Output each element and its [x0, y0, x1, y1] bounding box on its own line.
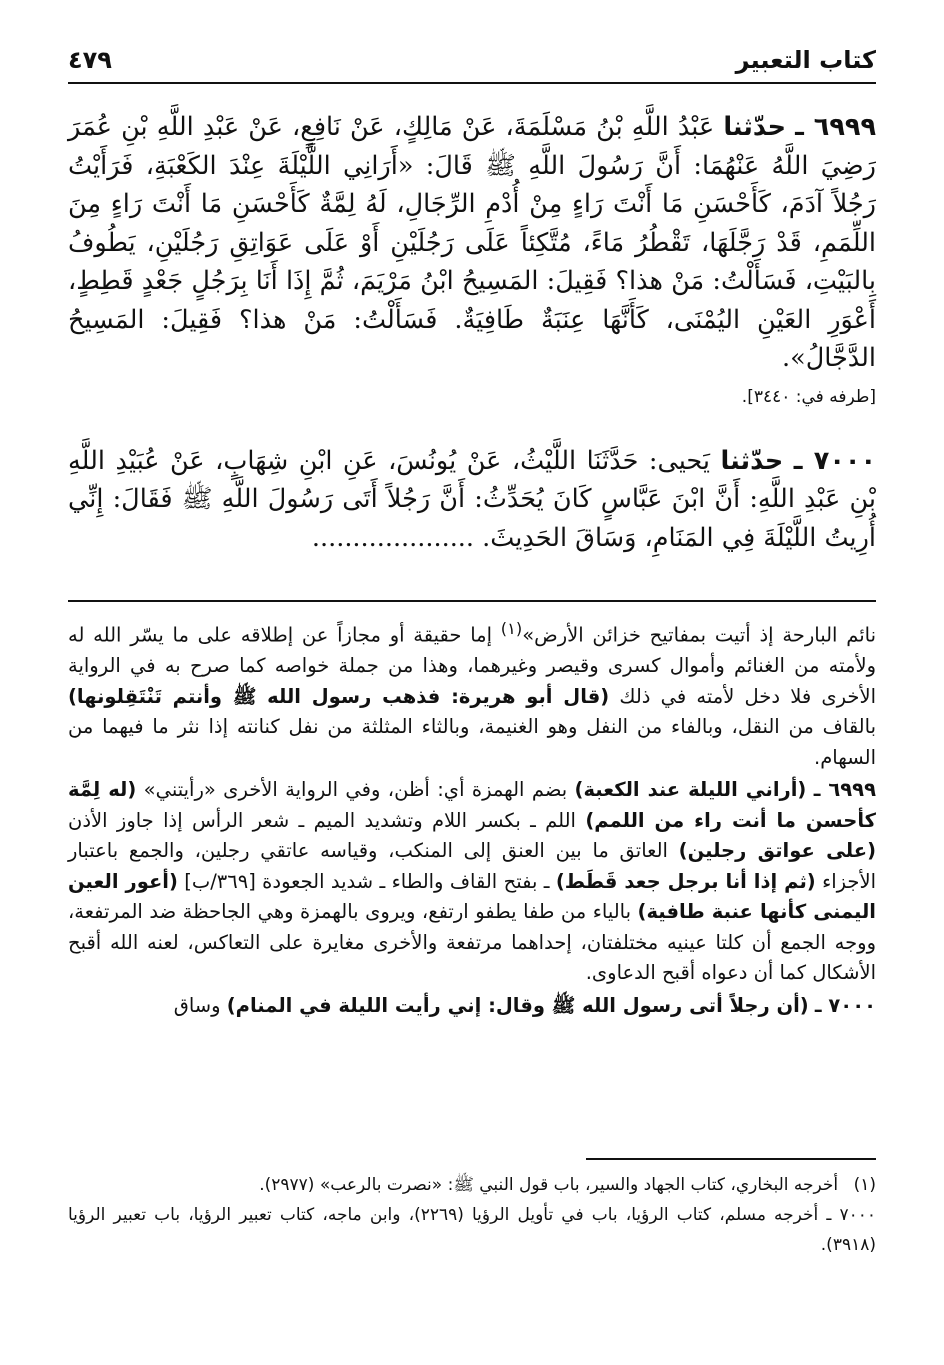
commentary-block: [68, 614, 876, 1023]
book-title: كتاب التعبير: [735, 46, 876, 74]
footnote-2: [68, 1200, 876, 1260]
commentary-hadith-number: ٦٩٩٩ ـ: [813, 778, 876, 801]
commentary-text: ـ بفتح القاف والطاء ـ شديد الجعودة [٣٦٩/ب]: [177, 869, 556, 893]
commentary-text: إما حقيقة أو مجازاً عن إطلاقه على ما يسّر الله له ولأمته من الغنائم وأموال كسرى وقيصر وغيرهما، وهذا من جملة خواصه كما صرح به في الرواية الأخرى فلا دخل لأمته في ذلك: [68, 623, 876, 708]
footnote-divider: [586, 1158, 876, 1160]
commentary-quote: (له لِمَّة كأحسن ما أنت راء من اللمم): [68, 778, 876, 832]
commentary-paragraph: [68, 775, 876, 989]
commentary-text: نائم البارحة إذ أتيت بمفاتيح خزائن الأرض»: [522, 623, 876, 647]
commentary-text: بضم الهمزة أي: أظن، وفي الرواية الأخرى «رأيتني»: [136, 778, 575, 801]
hadith-6999: [68, 108, 876, 378]
hadith-number: ٦٩٩٩ ـ: [795, 112, 877, 142]
commentary-quote: (أن رجلاً أتى رسول الله ﷺ وقال: إني رأيت الليلة في المنام): [226, 993, 809, 1017]
page-number: ٤٧٩: [68, 46, 112, 74]
section-divider: [68, 600, 876, 602]
commentary-quote: (أعور العين اليمنى كأنها عنبة طافية): [68, 869, 876, 923]
footnote-text: أخرجه البخاري، كتاب الجهاد والسير، باب قول النبي ﷺ: «نصرت بالرعب» (٢٩٧٧).: [259, 1175, 839, 1195]
hadith-7000: [68, 442, 876, 558]
haddathana-word: حدّثنا: [723, 112, 786, 142]
commentary-quote: (قال أبو هريرة: فذهب رسول الله ﷺ وأنتم تَنْتَقِلونها): [68, 684, 610, 708]
footnote-ref: (١): [500, 619, 523, 638]
commentary-hadith-number: ٧٠٠٠ ـ: [814, 993, 876, 1017]
commentary-text: بالقاف من النقل، وبالفاء من النفل وهو الغنيمة، وبالثاء المثلثة من نفل كنانته إذا نثر ما فيهما من السهام.: [68, 715, 876, 769]
footnote-text: ٧٠٠٠ ـ أخرجه مسلم، كتاب الرؤيا، باب في تأويل الرؤيا (٢٢٦٩)، وابن ماجه، كتاب تعبير الرؤيا، باب تعبير الرؤيا (٣٩١٨).: [68, 1205, 876, 1255]
commentary-quote: (ثم إذا أنا برجل جعد قَطَط): [555, 869, 816, 893]
commentary-paragraph: [68, 991, 876, 1022]
page-header: [68, 42, 876, 84]
commentary-text: اللم ـ بكسر اللام وتشديد الميم ـ شعر الرأس إذا جاوز الأذن: [68, 808, 586, 832]
hadith-body: عَبْدُ اللَّهِ بْنُ مَسْلَمَةَ، عَنْ مَالِكٍ، عَنْ نَافِعٍ، عَنْ عَبْدِ اللَّهِ بْنِ عُمَرَ رَضِيَ اللَّهُ عَنْهُمَا: أَنَّ رَسُولَ اللَّهِ ﷺ قَالَ: «أَرَانِي اللَّيْلَةَ عِنْدَ الكَعْبَةِ، فَرَأَيْتُ رَجُلاً آدَمَ، كَأَحْسَنِ مَا أَنْتَ رَاءٍ مِنْ أُدْمِ الرِّجَالِ، لَهُ لِمَّةٌ كَأَحْسَنِ مَا أَنْتَ رَاءٍ مِنَ اللِّمَمِ، قَدْ رَجَّلَهَا، تَقْطُرُ مَاءً، مُتَّكِئاً عَلَى رَجُلَيْنِ أَوْ عَلَى عَوَاتِقِ رَجُلَيْنِ، يَطُوفُ بِالبَيْتِ، فَسَأَلْتُ: مَنْ هذا؟ فَقِيلَ: المَسِيحُ ابْنُ مَرْيَمَ، ثُمَّ إِذَا أَنَا بِرَجُلٍ جَعْدٍ قَطِطٍ، أَعْوَرِ العَيْنِ اليُمْنَى، كَأَنَّهَا عِنَبَةٌ طَافِيَةٌ. فَسَأَلْتُ: مَنْ هذا؟ فَقِيلَ: المَسِيحُ الدَّجَّالُ».: [68, 112, 876, 373]
commentary-quote: (على عواتق رجلين): [678, 839, 876, 862]
commentary-quote: (أراني الليلة عند الكعبة): [574, 778, 807, 801]
haddathana-word: حدّثنا: [720, 445, 784, 476]
hadith-text-block: [68, 108, 876, 557]
commentary-text: العاتق ما بين العنق إلى المنكب، وقياسه عاتقي رجلين، والجمع باعتبار الأجزاء: [68, 839, 877, 893]
cross-reference: [طرفه في: ٣٤٤٠].: [741, 386, 876, 407]
footnote-label: (١): [853, 1175, 876, 1195]
hadith-number: ٧٠٠٠ ـ: [793, 445, 877, 476]
commentary-paragraph: [68, 614, 876, 773]
ellipsis: ....................: [311, 522, 475, 553]
footnote-1: [68, 1170, 876, 1200]
commentary-text: وساق: [173, 993, 227, 1017]
commentary-text: بالياء من طفا يطفو ارتفع، ويروى بالهمزة وهي الجاحظة ضد المرتفعة، ووجه الجمع أن كلتا عينيه مختلفتان، إحداهما مرتفعة والأخرى مغايرة على التعاكس، لعنه الله أقبح الأشكال كما أن دعواه أقبح الدعاوى.: [68, 900, 876, 984]
footnotes: [68, 1170, 876, 1260]
hadith-body: يَحيى: حَدَّثَنَا اللَّيْثُ، عَنْ يُونُسَ، عَنِ ابْنِ شِهَابٍ، عَنْ عُبَيْدِ اللَّهِ بْنِ عَبْدِ اللَّهِ: أَنَّ ابْنَ عَبَّاسٍ كَانَ يُحَدِّثُ: أَنَّ رَجُلاً أَتَى رَسُولَ اللَّهِ ﷺ فَقَالَ: إِنِّي أُرِيتُ اللَّيْلَةَ فِي المَنَامِ، وَسَاقَ الحَدِيثَ.: [68, 445, 876, 553]
